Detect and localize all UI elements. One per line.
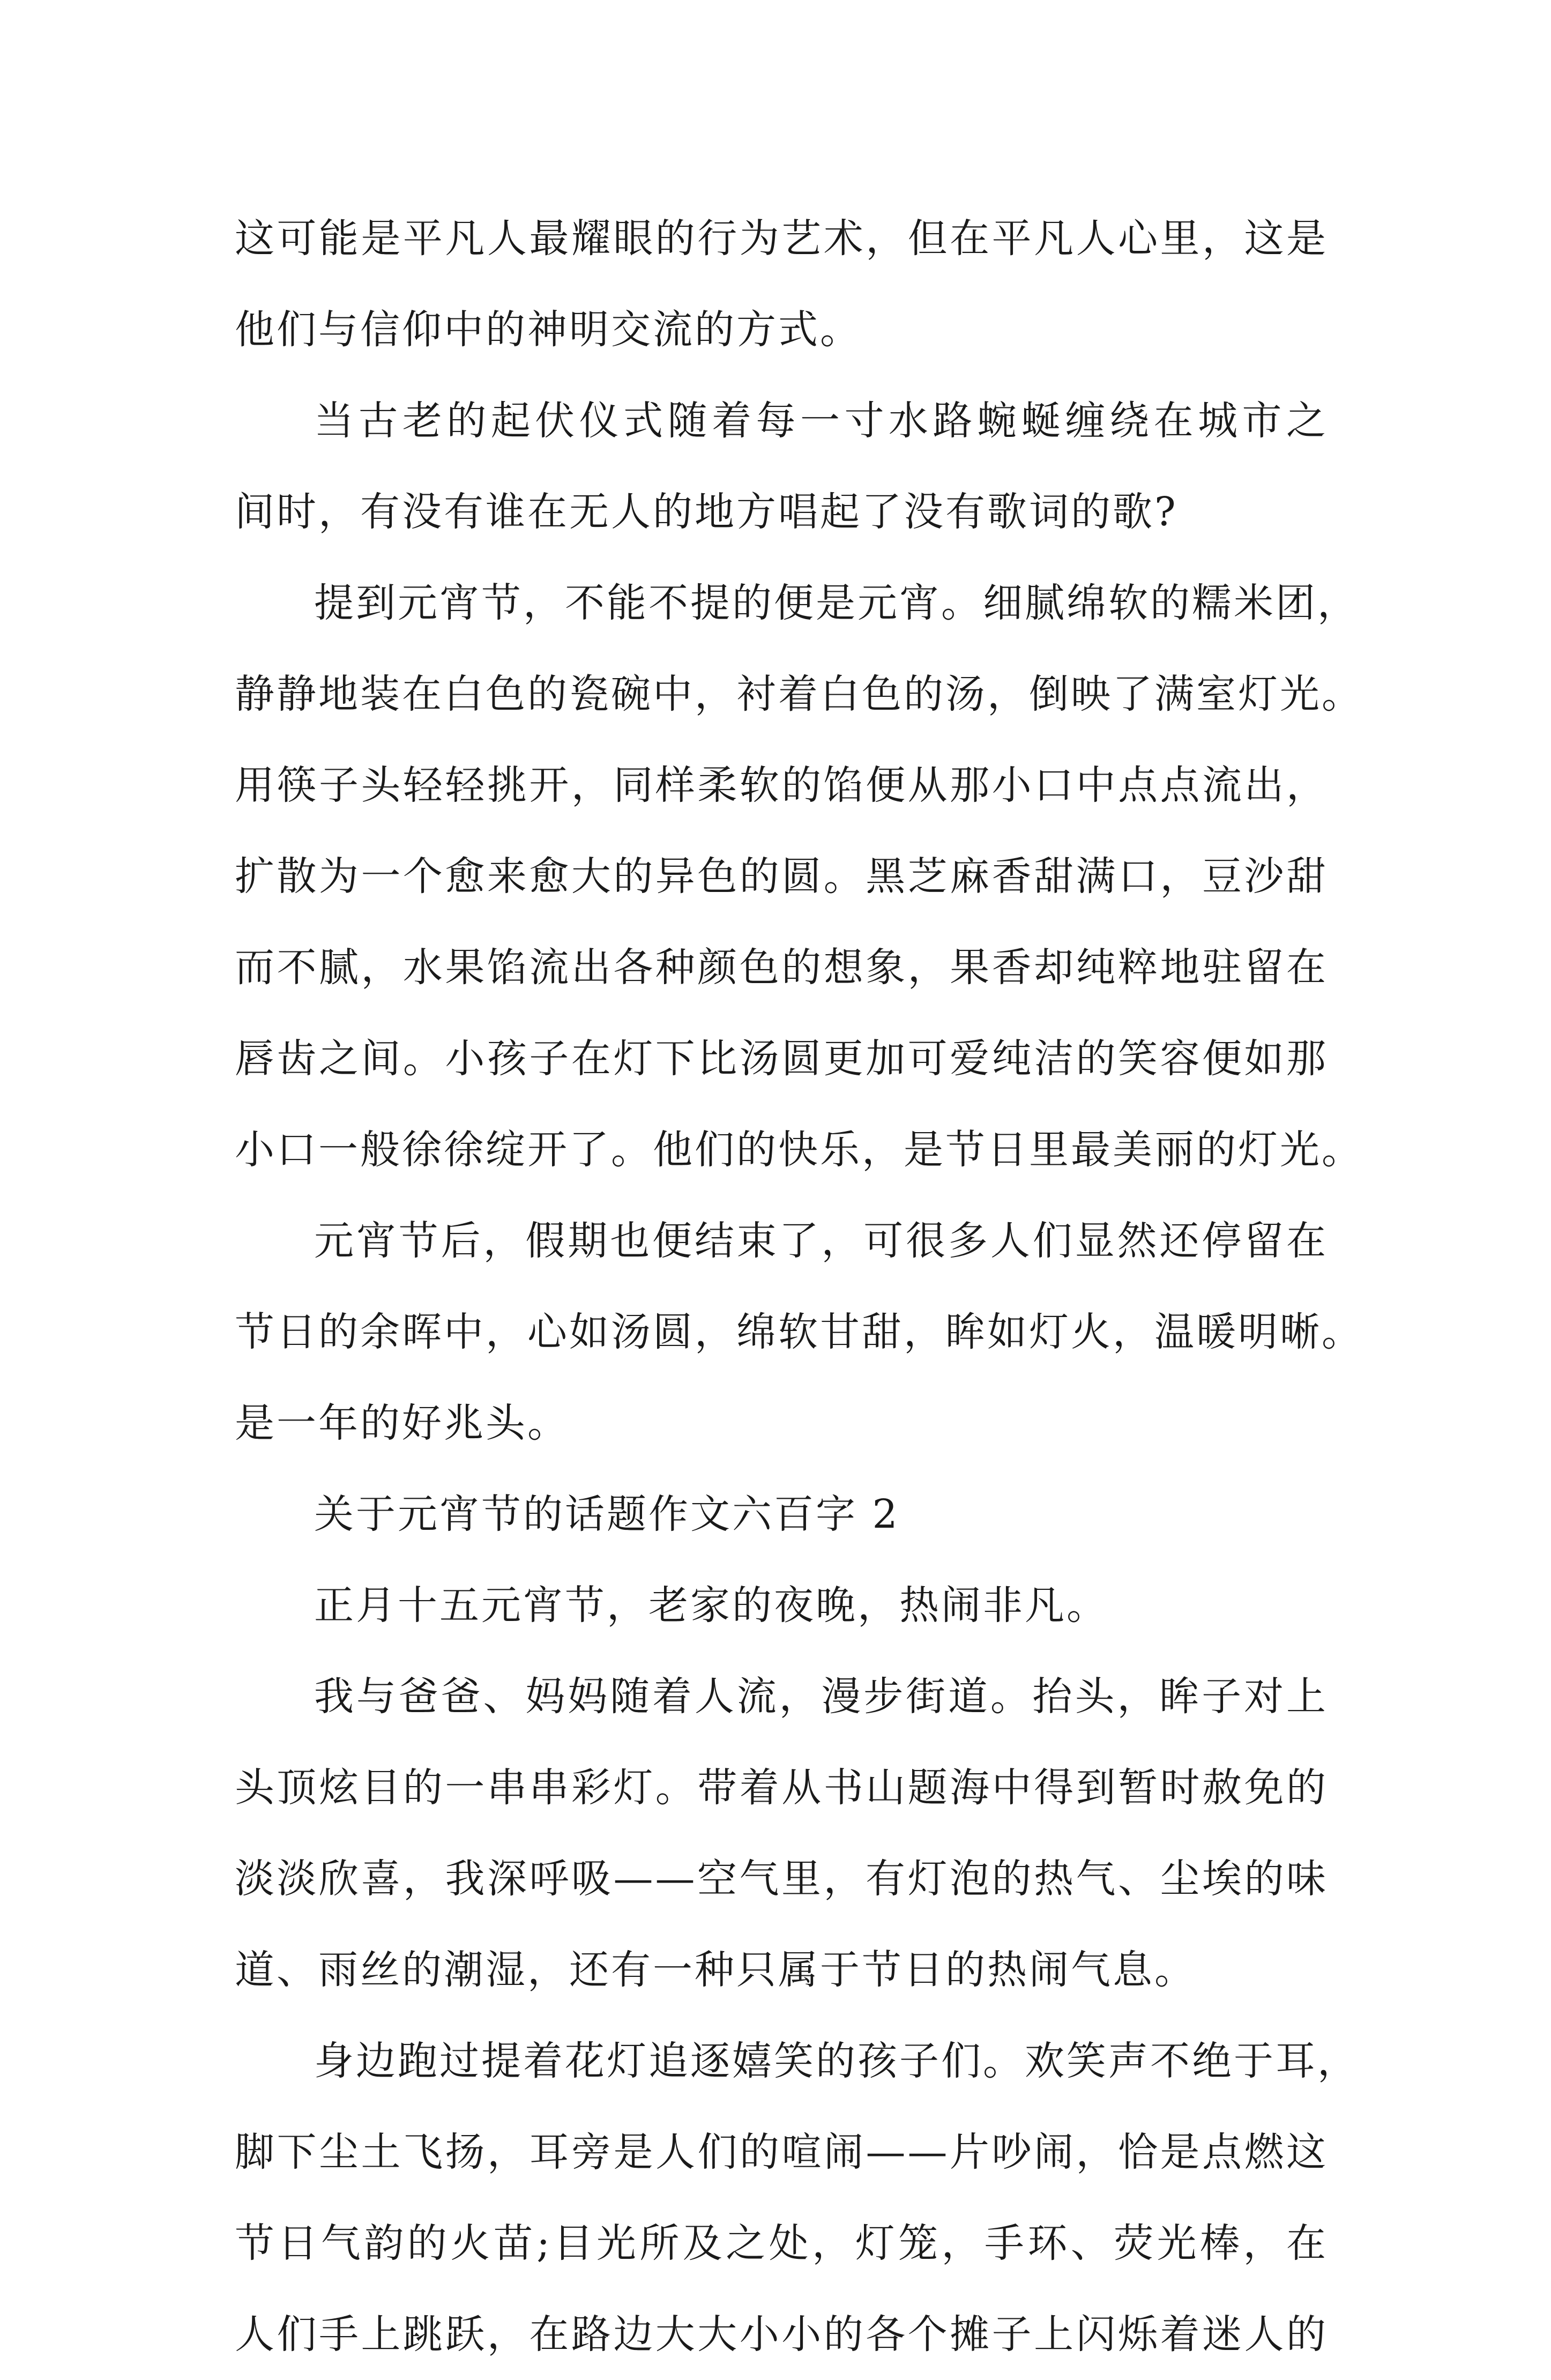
text-line: 节日的余晖中，心如汤圆，绵软甘甜，眸如灯火，温暖明晰。	[235, 1309, 1363, 1355]
text-line: 当古老的起伏仪式随着每一寸水路蜿蜒缠绕在城市之	[314, 398, 1328, 444]
text-line: 身边跑过提着花灯追逐嬉笑的孩子们。欢笑声不绝于耳，	[314, 2038, 1359, 2084]
section-heading: 关于元宵节的话题作文六百字 2	[314, 1491, 900, 1537]
text-line: 正月十五元宵节，老家的夜晚，热闹非凡。	[314, 1582, 1108, 1628]
text-line: 脚下尘土飞扬，耳旁是人们的喧闹——片吵闹，恰是点燃这	[235, 2129, 1328, 2175]
text-line: 而不腻，水果馅流出各种颜色的想象，果香却纯粹地驻留在	[235, 944, 1328, 991]
text-line: 他们与信仰中的神明交流的方式。	[235, 307, 862, 353]
document-body	[235, 193, 1363, 2380]
text-line: 这可能是平凡人最耀眼的行为艺术，但在平凡人心里，这是	[235, 215, 1328, 262]
text-line: 人们手上跳跃，在路边大大小小的各个摊子上闪烁着迷人的	[235, 2311, 1328, 2357]
text-line: 我与爸爸、妈妈随着人流，漫步街道。抬头，眸子对上	[314, 1674, 1328, 1720]
text-line: 是一年的好兆头。	[235, 1400, 569, 1446]
text-line: 小口一般徐徐绽开了。他们的快乐，是节日里最美丽的灯光。	[235, 1127, 1363, 1173]
text-line: 唇齿之间。小孩子在灯下比汤圆更加可爱纯洁的笑容便如那	[235, 1036, 1328, 1082]
text-line: 元宵节后，假期也便结束了，可很多人们显然还停留在	[314, 1218, 1328, 1264]
text-line: 间时，有没有谁在无人的地方唱起了没有歌词的歌?	[235, 489, 1178, 535]
text-line: 提到元宵节，不能不提的便是元宵。细腻绵软的糯米团，	[314, 580, 1359, 626]
text-line: 用筷子头轻轻挑开，同样柔软的馅便从那小口中点点流出，	[235, 762, 1328, 808]
text-line: 节日气韵的火苗;目光所及之处，灯笼，手环、荧光棒，在	[235, 2220, 1328, 2266]
text-line: 静静地装在白色的瓷碗中，衬着白色的汤，倒映了满室灯光。	[235, 671, 1363, 717]
text-line: 扩散为一个愈来愈大的异色的圆。黑芝麻香甜满口，豆沙甜	[235, 853, 1328, 899]
text-line: 头顶炫目的一串串彩灯。带着从书山题海中得到暂时赦免的	[235, 1765, 1328, 1811]
text-line: 道、雨丝的潮湿，还有一种只属于节日的热闹气息。	[235, 1947, 1196, 1993]
text-line: 淡淡欣喜，我深呼吸——空气里，有灯泡的热气、尘埃的味	[235, 1856, 1328, 1902]
